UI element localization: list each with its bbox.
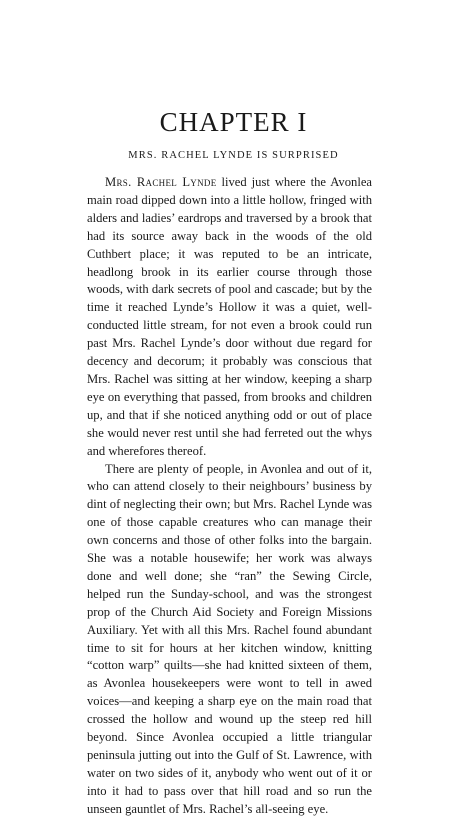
paragraph-1-text: lived just where the Avonlea main road dipped down into a little hollow, fringed with alders and ladies’ eardrops and traversed by a brook that had its source away back in the woods of the old Cuthbert place; it was reputed to be an intricate, headlong brook in its earlier course through those woods, with dark secrets of pool and cascade; but by the time it reached Lynde’s Hollow it was a quiet, well-conducted little stream, for not even a brook could run past Mrs. Rachel Lynde’s door without due regard for decency and decorum; it probably was conscious that Mrs. Rachel was sitting at her window, keeping a sharp eye on everything that passed, from brooks and children up, and that if she noticed anything odd or out of place she would never rest until she had ferreted out the whys and wherefores thereof.	[87, 175, 372, 458]
paragraph-2	[87, 461, 372, 819]
paragraph-2-text: There are plenty of people, in Avonlea and out of it, who can attend closely to their neighbours’ business by dint of neglecting their own; but Mrs. Rachel Lynde was one of those capable creatures who can manage their own concerns and those of other folks into the bargain. She was a notable housewife; her work was always done and well done; she “ran” the Sewing Circle, helped run the Sunday-school, and was the strongest prop of the Church Aid Society and Foreign Missions Auxiliary. Yet with all this Mrs. Rachel found abundant time to sit for hours at her kitchen window, knitting “cotton warp” quilts—she had knitted sixteen of them, as Avonlea housekeepers were wont to tell in awed voices—and keeping a sharp eye on the main road that crossed the hollow and wound up the steep red hill beyond. Since Avonlea occupied a little triangular peninsula jutting out into the Gulf of St. Lawrence, with water on two sides of it, anybody who went out of it or into it had to pass over that hill road and so run the unseen gauntlet of Mrs. Rachel’s all-seeing eye.	[87, 461, 372, 816]
chapter-subtitle: MRS. RACHEL LYNDE IS SURPRISED	[128, 150, 339, 161]
chapter-title: CHAPTER I	[159, 107, 308, 137]
paragraph-lead-smallcaps: Mrs. Rachel Lynde	[105, 175, 217, 189]
chapter-body	[87, 174, 372, 819]
paragraph-1	[87, 174, 372, 461]
